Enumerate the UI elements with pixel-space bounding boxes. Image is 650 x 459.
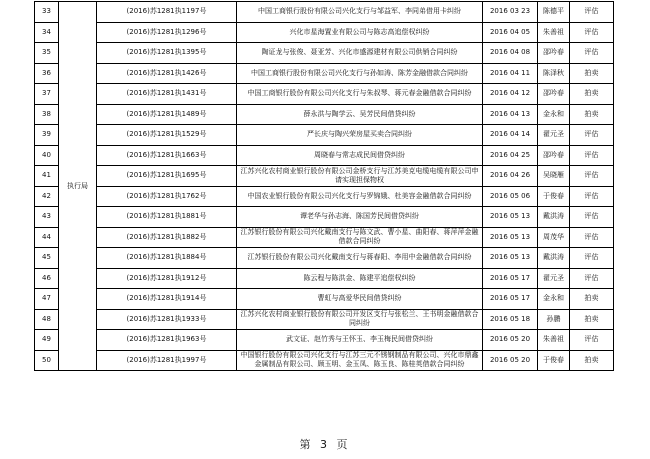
judge-name: 邵吟春 (538, 145, 570, 166)
disposal-method: 评估 (570, 268, 614, 289)
filing-date: 2016 04 13 (483, 104, 538, 125)
row-number: 50 (35, 350, 59, 371)
row-number: 48 (35, 309, 59, 330)
case-parties: 严长庆与陶兴荣房屋买卖合同纠纷 (237, 125, 483, 146)
disposal-method: 评估 (570, 186, 614, 207)
filing-date: 2016 03 23 (483, 2, 538, 23)
disposal-method: 拍卖 (570, 63, 614, 84)
judge-name: 翟元圣 (538, 268, 570, 289)
case-number: (2016)苏1281执1882号 (97, 227, 237, 248)
case-number: (2016)苏1281执1695号 (97, 166, 237, 187)
case-number: (2016)苏1281执1663号 (97, 145, 237, 166)
case-number: (2016)苏1281执1914号 (97, 289, 237, 310)
judge-name: 于俊春 (538, 350, 570, 371)
judge-name: 陈德平 (538, 2, 570, 23)
table-row (35, 22, 614, 43)
case-parties: 中国工商银行股份有限公司兴化支行与朱叔琴、蒋元春金融借款合同纠纷 (237, 84, 483, 105)
judge-name: 陈泽秋 (538, 63, 570, 84)
disposal-method: 拍卖 (570, 84, 614, 105)
case-parties: 武文证、赵竹秀与王怀玉、李玉梅民间借贷纠纷 (237, 330, 483, 351)
case-parties: 曹虹与高爱华民间借贷纠纷 (237, 289, 483, 310)
table-row (35, 43, 614, 64)
filing-date: 2016 05 17 (483, 289, 538, 310)
case-parties: 周晓春与常志成民间借贷纠纷 (237, 145, 483, 166)
row-number: 44 (35, 227, 59, 248)
judge-name: 朱善祖 (538, 22, 570, 43)
table-row (35, 309, 614, 330)
row-number: 40 (35, 145, 59, 166)
case-table (34, 1, 614, 371)
disposal-method: 评估 (570, 145, 614, 166)
disposal-method: 评估 (570, 248, 614, 269)
case-parties: 陶证龙与张俊、聂亚芳、兴化市盛源建材有限公司供销合同纠纷 (237, 43, 483, 64)
case-number: (2016)苏1281执1881号 (97, 207, 237, 228)
filing-date: 2016 05 17 (483, 268, 538, 289)
table-row (35, 330, 614, 351)
case-parties: 陈云程与陈洪金、陈建平追偿权纠纷 (237, 268, 483, 289)
case-parties: 谭老华与孙志海、陈国芳民间借贷纠纷 (237, 207, 483, 228)
case-number: (2016)苏1281执1963号 (97, 330, 237, 351)
row-number: 49 (35, 330, 59, 351)
disposal-method: 评估 (570, 43, 614, 64)
row-number: 36 (35, 63, 59, 84)
table-row (35, 104, 614, 125)
row-number: 33 (35, 2, 59, 23)
judge-name: 翟元圣 (538, 125, 570, 146)
row-number: 39 (35, 125, 59, 146)
case-parties: 兴化市星海置业有限公司与陈志高追偿权纠纷 (237, 22, 483, 43)
filing-date: 2016 04 14 (483, 125, 538, 146)
row-number: 38 (35, 104, 59, 125)
judge-name: 戴洪涛 (538, 248, 570, 269)
disposal-method: 评估 (570, 330, 614, 351)
row-number: 42 (35, 186, 59, 207)
table-row (35, 207, 614, 228)
table-row (35, 268, 614, 289)
filing-date: 2016 05 20 (483, 350, 538, 371)
judge-name: 邵吟春 (538, 43, 570, 64)
filing-date: 2016 04 11 (483, 63, 538, 84)
case-number: (2016)苏1281执1431号 (97, 84, 237, 105)
table-row (35, 248, 614, 269)
case-parties: 中国银行股份有限公司兴化支行与江苏三元不锈钢制品有限公司、兴化市鼎鑫金属制品有限公司、顾玉明、金玉凤、陈玉良、陈桂英借款合同纠纷 (237, 350, 483, 371)
filing-date: 2016 04 05 (483, 22, 538, 43)
filing-date: 2016 04 26 (483, 166, 538, 187)
judge-name: 金永和 (538, 289, 570, 310)
judge-name: 周茂华 (538, 227, 570, 248)
row-number: 47 (35, 289, 59, 310)
judge-name: 朱善祖 (538, 330, 570, 351)
case-number: (2016)苏1281执1489号 (97, 104, 237, 125)
judge-name: 孙鹏 (538, 309, 570, 330)
case-number: (2016)苏1281执1912号 (97, 268, 237, 289)
case-parties: 中国农业银行股份有限公司兴化支行与罗锦娥、杜美容金融借款合同纠纷 (237, 186, 483, 207)
table-row (35, 186, 614, 207)
table-row (35, 2, 614, 23)
case-number: (2016)苏1281执1197号 (97, 2, 237, 23)
case-number: (2016)苏1281执1426号 (97, 63, 237, 84)
table-row (35, 166, 614, 187)
row-number: 37 (35, 84, 59, 105)
disposal-method: 拍卖 (570, 104, 614, 125)
filing-date: 2016 05 20 (483, 330, 538, 351)
filing-date: 2016 04 08 (483, 43, 538, 64)
row-number: 41 (35, 166, 59, 187)
row-number: 43 (35, 207, 59, 228)
disposal-method: 评估 (570, 227, 614, 248)
disposal-method: 评估 (570, 125, 614, 146)
judge-name: 邵吟春 (538, 84, 570, 105)
disposal-method: 评估 (570, 2, 614, 23)
case-parties: 中国工商银行股份有限公司兴化支行与邹益军、李同弟借用卡纠纷 (237, 2, 483, 23)
table-body (35, 2, 614, 371)
row-number: 46 (35, 268, 59, 289)
table-row (35, 289, 614, 310)
row-number: 45 (35, 248, 59, 269)
filing-date: 2016 04 12 (483, 84, 538, 105)
case-number: (2016)苏1281执1762号 (97, 186, 237, 207)
row-number: 34 (35, 22, 59, 43)
case-parties: 江苏银行股份有限公司兴化戴南支行与陈文武、曹小星、曲阳春、蒋萍萍金融借款合同纠纷 (237, 227, 483, 248)
case-number: (2016)苏1281执1933号 (97, 309, 237, 330)
table-row (35, 125, 614, 146)
case-number: (2016)苏1281执1884号 (97, 248, 237, 269)
table-row (35, 145, 614, 166)
table-row (35, 227, 614, 248)
row-number: 35 (35, 43, 59, 64)
disposal-method: 拍卖 (570, 350, 614, 371)
table-row (35, 350, 614, 371)
case-parties: 江苏兴化农村商业银行股份有限公司开发区支行与张松兰、王书明金融借款合同纠纷 (237, 309, 483, 330)
case-number: (2016)苏1281执1529号 (97, 125, 237, 146)
filing-date: 2016 05 13 (483, 227, 538, 248)
disposal-method: 评估 (570, 22, 614, 43)
filing-date: 2016 05 18 (483, 309, 538, 330)
filing-date: 2016 05 13 (483, 207, 538, 228)
judge-name: 金永和 (538, 104, 570, 125)
case-parties: 江苏银行股份有限公司兴化戴南支行与蒋春阳、李用中金融借款合同纠纷 (237, 248, 483, 269)
case-number: (2016)苏1281执1395号 (97, 43, 237, 64)
disposal-method: 评估 (570, 166, 614, 187)
filing-date: 2016 05 13 (483, 248, 538, 269)
judge-name: 戴洪涛 (538, 207, 570, 228)
judge-name: 于俊春 (538, 186, 570, 207)
disposal-method: 拍卖 (570, 309, 614, 330)
case-number: (2016)苏1281执1296号 (97, 22, 237, 43)
case-number: (2016)苏1281执1997号 (97, 350, 237, 371)
page-number: 第 3 页 (299, 438, 351, 451)
judge-name: 吴晓雁 (538, 166, 570, 187)
case-parties: 薛永洪与陶学云、吴芳民间借贷纠纷 (237, 104, 483, 125)
filing-date: 2016 05 06 (483, 186, 538, 207)
table-row (35, 84, 614, 105)
disposal-method: 评估 (570, 207, 614, 228)
case-parties: 江苏兴化农村商业银行股份有限公司金桥支行与江苏美克电缆电缆有限公司申请实现担保物权 (237, 166, 483, 187)
department-cell: 执行局 (59, 2, 97, 371)
filing-date: 2016 04 25 (483, 145, 538, 166)
case-parties: 中国工商银行股份有限公司兴化支行与孙如涛、陈芳金融借款合同纠纷 (237, 63, 483, 84)
table-row (35, 63, 614, 84)
disposal-method: 拍卖 (570, 289, 614, 310)
